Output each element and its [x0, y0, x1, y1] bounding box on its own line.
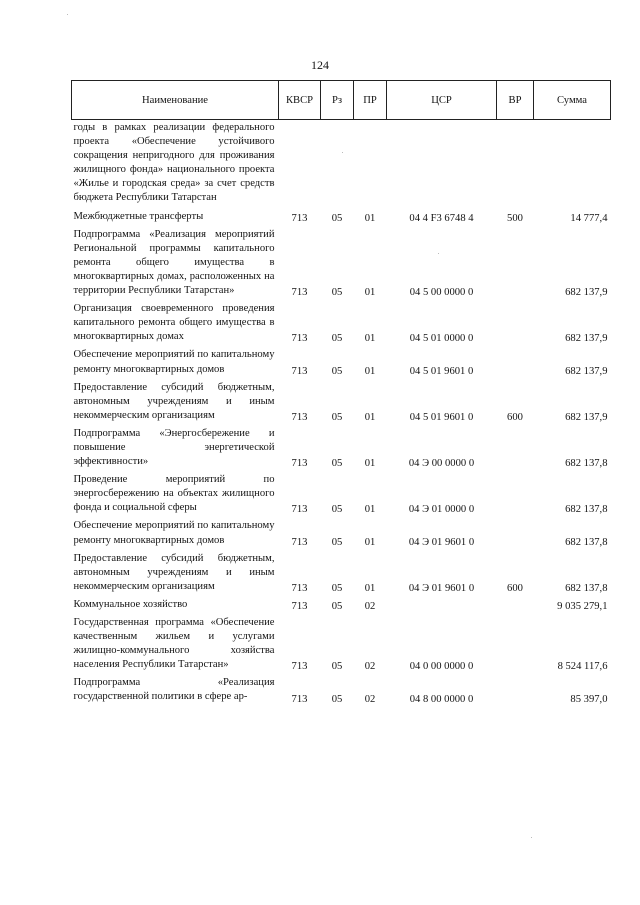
cell-vr: [497, 226, 534, 300]
cell-rz: 05: [331, 365, 343, 377]
cell-kvsr: 713: [291, 661, 308, 673]
cell-csr: 04 0 00 0000 0: [409, 661, 474, 673]
cell-vr: [497, 674, 534, 706]
cell-vr: [497, 596, 534, 614]
cell-kvsr: 713: [291, 365, 308, 377]
cell-pr: 01: [364, 582, 376, 594]
cell-sum: 682 137,8: [565, 504, 608, 516]
cell-sum: 85 397,0: [570, 693, 608, 705]
table-header-row: [72, 81, 611, 120]
cell-csr: 04 5 01 9601 0: [409, 411, 474, 423]
table-row: [72, 550, 611, 596]
cell-name: Предоставление субсидий бюджетным, автономным учреждениям и иным некоммерческим организациям: [73, 552, 275, 592]
scan-speck: [342, 152, 343, 153]
cell-rz: 05: [331, 287, 343, 299]
cell-vr: [497, 346, 534, 378]
cell-vr: [497, 120, 534, 208]
cell-sum: 8 524 117,6: [557, 661, 608, 673]
scan-speck: [531, 837, 532, 838]
cell-csr: 04 Э 01 0000 0: [408, 504, 475, 516]
page-number: 124: [311, 58, 329, 72]
cell-name: годы в рамках реализации федерального проекта «Обеспечение устойчивого сокращения непригодного для проживания жилищного фонда» национального проекта «Жилье и городская среда» за счет средств бюджета Республики Татарстан: [73, 122, 275, 204]
table-row: [72, 614, 611, 674]
cell-name: Обеспечение мероприятий по капитальному ремонту многоквартирных домов: [73, 520, 275, 546]
table-row: [72, 300, 611, 346]
cell-name: Подпрограмма «Реализация государственной политики в сфере ар-: [73, 677, 275, 703]
cell-sum: 682 137,9: [565, 333, 608, 345]
cell-rz: 05: [331, 536, 343, 548]
cell-csr: 04 4 F3 6748 4: [409, 212, 474, 224]
table-row: [72, 425, 611, 471]
table-row: [72, 226, 611, 300]
cell-pr: [354, 120, 387, 208]
table-row: [72, 674, 611, 706]
cell-kvsr: 713: [291, 504, 308, 516]
cell-rz: [321, 120, 354, 208]
cell-csr: 04 Э 01 9601 0: [408, 536, 475, 548]
cell-rz: 05: [331, 601, 343, 612]
cell-vr: [497, 517, 534, 549]
cell-kvsr: 713: [291, 411, 308, 423]
cell-sum: 682 137,9: [565, 287, 608, 299]
cell-pr: 01: [364, 504, 376, 516]
cell-pr: 01: [364, 458, 376, 470]
cell-pr: 01: [364, 365, 376, 377]
table-row: [72, 596, 611, 614]
cell-name: Государственная программа «Обеспечение качественным жильем и услугами жилищно-коммунального хозяйства населения Республики Татарстан»: [73, 617, 275, 671]
budget-table: [71, 80, 611, 707]
cell-pr: 01: [364, 212, 376, 224]
table-body: [72, 120, 611, 707]
cell-pr: 01: [364, 287, 376, 299]
cell-rz: 05: [331, 693, 343, 705]
cell-kvsr: 713: [291, 458, 308, 470]
table-row: [72, 346, 611, 378]
cell-vr: 500: [507, 212, 523, 224]
cell-name: Предоставление субсидий бюджетным, автономным учреждениям и иным некоммерческим организациям: [73, 381, 275, 421]
cell-vr: [497, 614, 534, 674]
cell-vr: 600: [507, 411, 523, 423]
cell-sum: 9 035 279,1: [557, 601, 608, 612]
cell-vr: [497, 425, 534, 471]
cell-pr: 01: [364, 536, 376, 548]
cell-csr: 04 5 01 9601 0: [409, 365, 474, 377]
cell-vr: [497, 300, 534, 346]
cell-sum: 682 137,9: [565, 411, 608, 423]
header-kvsr: КВСР: [279, 81, 321, 120]
scan-speck: [438, 253, 439, 254]
cell-kvsr: 713: [291, 333, 308, 345]
cell-rz: 05: [331, 661, 343, 673]
cell-pr: 01: [364, 333, 376, 345]
cell-kvsr: 713: [291, 582, 308, 594]
cell-csr: [387, 596, 497, 614]
cell-sum: [534, 120, 611, 208]
header-vr: ВР: [497, 81, 534, 120]
cell-name: Подпрограмма «Реализация мероприятий Региональной программы капитального ремонта общего имущества в многоквартирных домах, расположенных на территории Республики Татарстан»: [73, 228, 275, 297]
cell-rz: 05: [331, 582, 343, 594]
cell-kvsr: 713: [291, 212, 308, 224]
cell-csr: 04 5 00 0000 0: [409, 287, 474, 299]
cell-rz: 05: [331, 504, 343, 516]
cell-name: Организация своевременного проведения капитального ремонта общего имущества в многоквартирных домах: [73, 303, 275, 343]
header-sum: Сумма: [534, 81, 611, 120]
cell-name: Обеспечение мероприятий по капитальному ремонту многоквартирных домов: [73, 349, 275, 375]
cell-sum: 682 137,8: [565, 536, 608, 548]
cell-kvsr: 713: [291, 287, 308, 299]
header-rz: Рз: [321, 81, 354, 120]
cell-pr: 02: [364, 661, 376, 673]
cell-rz: 05: [331, 333, 343, 345]
cell-name: Коммунальное хозяйство: [73, 598, 188, 610]
cell-sum: 682 137,8: [565, 582, 608, 594]
cell-csr: 04 8 00 0000 0: [409, 693, 474, 705]
cell-name: Подпрограмма «Энергосбережение и повышение энергетической эффективности»: [73, 427, 275, 468]
table-row: [72, 379, 611, 425]
cell-vr: [497, 471, 534, 517]
cell-rz: 05: [331, 212, 343, 224]
cell-sum: 14 777,4: [570, 212, 608, 224]
cell-vr: 600: [507, 582, 523, 594]
table-row: [72, 471, 611, 517]
cell-name: Межбюджетные трансферты: [73, 210, 204, 222]
table-row: [72, 208, 611, 226]
cell-csr: 04 Э 01 9601 0: [408, 582, 475, 594]
header-csr: ЦСР: [387, 81, 497, 120]
cell-pr: 02: [364, 693, 376, 705]
table-row: [72, 120, 611, 208]
cell-kvsr: 713: [291, 693, 308, 705]
cell-kvsr: 713: [291, 601, 308, 612]
header-name: Наименование: [72, 81, 279, 120]
cell-name: Проведение мероприятий по энергосбережению на объектах жилищного фонда и социальной сферы: [73, 474, 275, 514]
scan-speck: [67, 14, 68, 15]
cell-csr: [387, 120, 497, 208]
cell-pr: 01: [364, 411, 376, 423]
cell-rz: 05: [331, 411, 343, 423]
cell-sum: 682 137,9: [565, 365, 608, 377]
cell-sum: 682 137,8: [565, 458, 608, 470]
cell-rz: 05: [331, 458, 343, 470]
header-pr: ПР: [354, 81, 387, 120]
table-row: [72, 517, 611, 549]
cell-kvsr: [279, 120, 321, 208]
cell-csr: 04 Э 00 0000 0: [408, 458, 475, 470]
cell-csr: 04 5 01 0000 0: [409, 333, 474, 345]
cell-pr: 02: [364, 601, 376, 612]
cell-kvsr: 713: [291, 536, 308, 548]
